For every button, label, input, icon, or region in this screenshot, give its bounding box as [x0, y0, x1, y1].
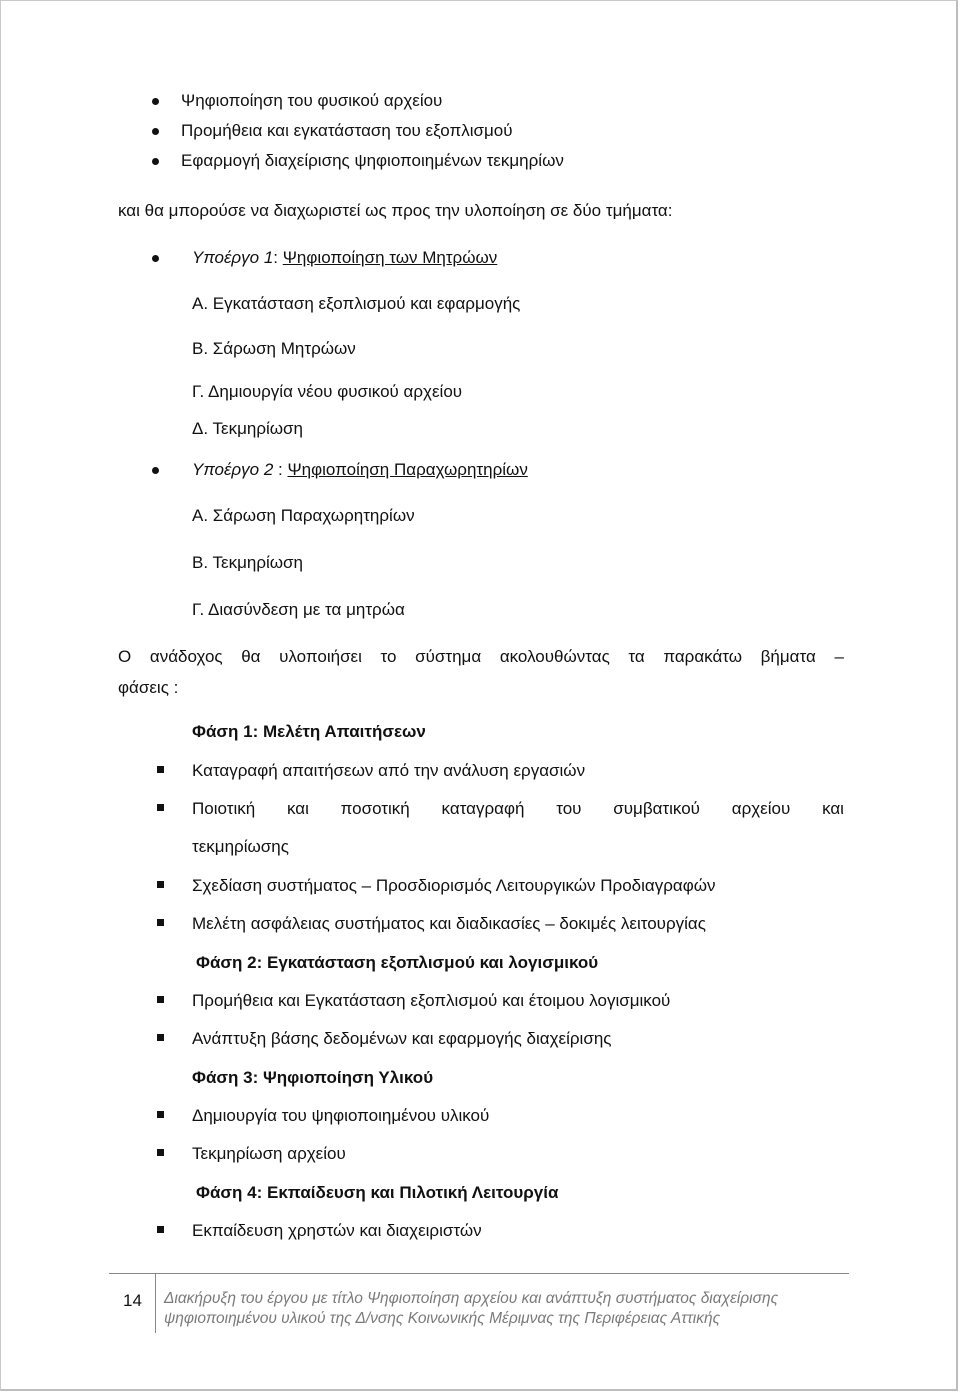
square-bullet	[157, 804, 164, 811]
phase-3-item: Τεκμηρίωση αρχείου	[192, 1144, 346, 1163]
paragraph-word: παρακάτω	[663, 647, 743, 666]
phase-1-item: Καταγραφή απαιτήσεων από την ανάλυση εργασιών	[192, 761, 586, 780]
subproject-1-colon: :	[273, 248, 283, 267]
bullet-dot	[152, 98, 159, 105]
phase-1-item: Μελέτη ασφάλειας συστήματος και διαδικασίες – δοκιμές λειτουργίας	[192, 914, 706, 933]
phase-1-item-justified	[192, 798, 844, 820]
subproject-1-item: Γ. Δημιουργία νέου φυσικού αρχείου	[192, 382, 463, 401]
square-bullet	[157, 1149, 164, 1156]
bullet-item: Εφαρμογή διαχείρισης ψηφιοποιημένων τεκμηρίων	[181, 151, 564, 170]
phase-3-item: Δημιουργία του ψηφιοποιημένου υλικού	[192, 1106, 490, 1125]
bullet-dot	[152, 128, 159, 135]
bullet-dot	[152, 467, 159, 474]
phase-1-item-word: αρχείου	[731, 799, 791, 818]
phase-1-item-continuation: τεκμηρίωσης	[192, 837, 289, 856]
paragraph-word: Ο	[118, 647, 132, 666]
intro-line: και θα μπορούσε να διαχωριστεί ως προς την υλοποίηση σε δύο τμήματα:	[118, 201, 673, 220]
subproject-1-heading	[192, 247, 497, 269]
subproject-1-item: Δ. Τεκμηρίωση	[192, 419, 304, 438]
footer-line-1: Διακήρυξη του έργου με τίτλο Ψηφιοποίηση αρχείου και ανάπτυξη συστήματος διαχείρισης	[164, 1290, 779, 1307]
phase-1-item-word: καταγραφή	[441, 799, 525, 818]
phase-2-item: Ανάπτυξη βάσης δεδομένων και εφαρμογής διαχείρισης	[192, 1029, 612, 1048]
bullet-item: Προμήθεια και εγκατάσταση του εξοπλισμού	[181, 121, 513, 140]
square-bullet	[157, 1226, 164, 1233]
footer-divider	[155, 1273, 156, 1333]
bullet-item: Ψηφιοποίηση του φυσικού αρχείου	[181, 91, 443, 110]
phase-4-title: Φάση 4: Εκπαίδευση και Πιλοτική Λειτουργία	[196, 1183, 559, 1202]
subproject-2-prefix: Υποέργο 2	[192, 460, 274, 479]
paragraph-word: ανάδοχος	[149, 647, 223, 666]
subproject-1-item: Β. Σάρωση Μητρώων	[192, 339, 356, 358]
subproject-2-item: Α. Σάρωση Παραχωρητηρίων	[192, 506, 415, 525]
square-bullet	[157, 881, 164, 888]
subproject-1-title: Ψηφιοποίηση των Μητρώων	[282, 248, 498, 267]
phase-1-item-word: Ποιοτική	[192, 799, 256, 818]
paragraph-word: σύστημα	[415, 647, 482, 666]
phase-1-item-word: και	[286, 799, 309, 818]
paragraph-word: βήματα	[760, 647, 816, 666]
phase-3-title: Φάση 3: Ψηφιοποίηση Υλικού	[192, 1068, 434, 1087]
subproject-1-item: Α. Εγκατάσταση εξοπλισμού και εφαρμογής	[192, 294, 521, 313]
paragraph-word: το	[380, 647, 397, 666]
bullet-dot	[152, 158, 159, 165]
page-number: 14	[123, 1291, 142, 1310]
square-bullet	[157, 1111, 164, 1118]
square-bullet	[157, 996, 164, 1003]
paragraph-tail: φάσεις :	[118, 678, 179, 697]
square-bullet	[157, 1034, 164, 1041]
footer-line-2: ψηφιοποιημένου υλικού της Δ/νσης Κοινωνικής Μέριμνας της Περιφέρειας Αττικής	[164, 1310, 721, 1327]
subproject-2-title: Ψηφιοποίηση Παραχωρητηρίων	[287, 460, 528, 479]
subproject-2-colon: :	[273, 460, 288, 479]
square-bullet	[157, 766, 164, 773]
phase-2-title: Φάση 2: Εγκατάσταση εξοπλισμού και λογισμικού	[196, 953, 599, 972]
subproject-2-heading	[192, 459, 528, 481]
paragraph-word: τα	[628, 647, 645, 666]
subproject-2-item: Γ. Διασύνδεση με τα μητρώα	[192, 600, 405, 619]
phase-1-item-word: συμβατικού	[613, 799, 700, 818]
paragraph-word: –	[834, 647, 844, 666]
subproject-1-prefix: Υποέργο 1	[192, 248, 274, 267]
phase-1-item-word: και	[822, 799, 844, 818]
square-bullet	[157, 919, 164, 926]
phase-1-item-word: ποσοτική	[340, 799, 410, 818]
paragraph-word: ακολουθώντας	[499, 647, 610, 666]
phase-4-item: Εκπαίδευση χρηστών και διαχειριστών	[192, 1221, 482, 1240]
phase-1-item-word: του	[556, 799, 582, 818]
phase-1-item: Σχεδίαση συστήματος – Προσδιορισμός Λειτουργικών Προδιαγραφών	[192, 876, 716, 895]
paragraph-word: υλοποιήσει	[279, 647, 362, 666]
paragraph-word: θα	[241, 647, 261, 666]
subproject-2-item: Β. Τεκμηρίωση	[192, 553, 303, 572]
phase-2-item: Προμήθεια και Εγκατάσταση εξοπλισμού και έτοιμου λογισμικού	[192, 991, 671, 1010]
paragraph-line	[118, 646, 844, 668]
phase-1-title: Φάση 1: Μελέτη Απαιτήσεων	[192, 722, 426, 741]
bullet-dot	[152, 255, 159, 262]
footer-rule	[109, 1273, 849, 1274]
